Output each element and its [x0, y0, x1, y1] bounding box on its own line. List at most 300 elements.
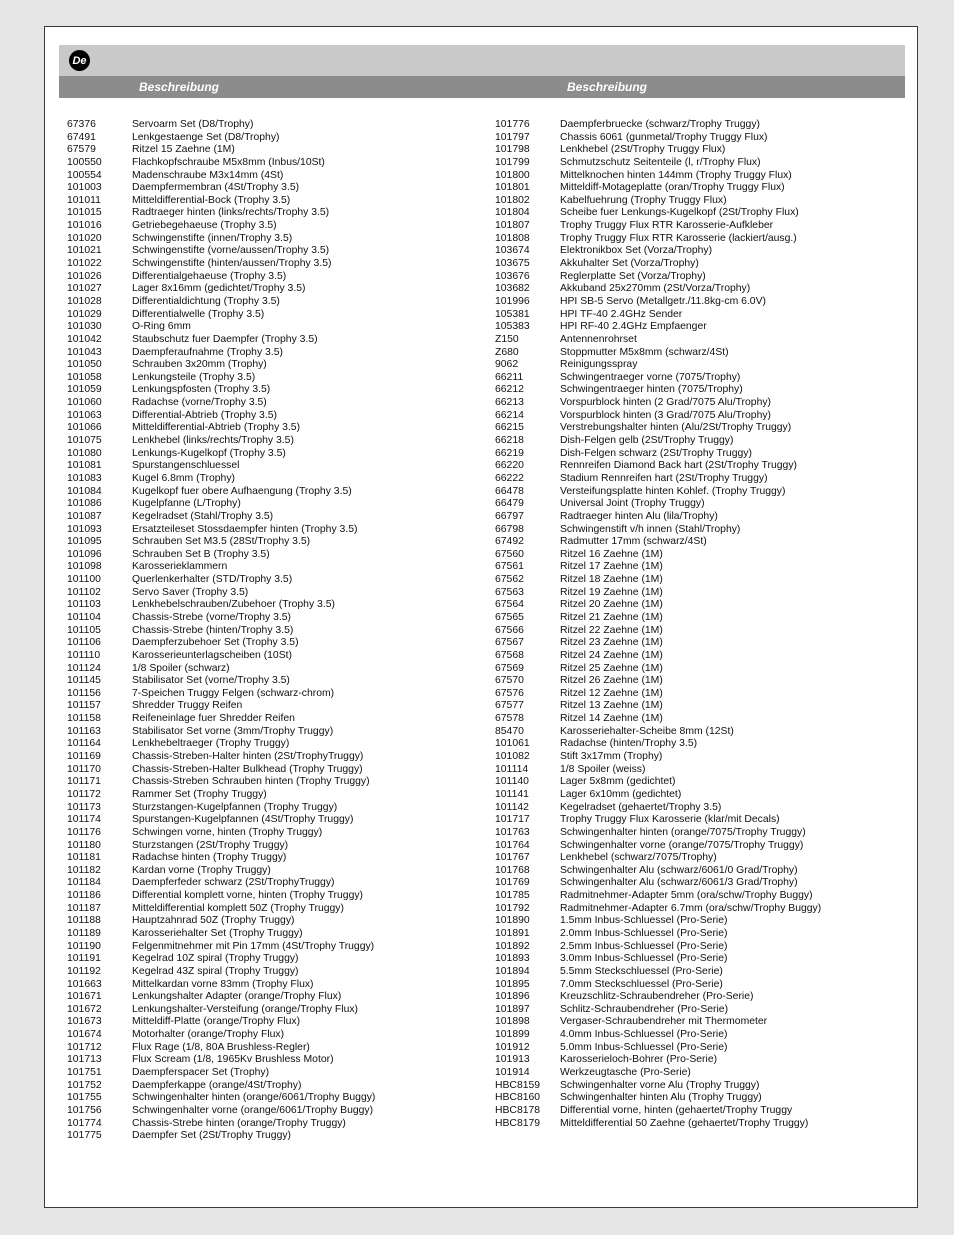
part-row	[67, 283, 375, 296]
part-row	[67, 688, 375, 701]
part-number: 67562	[495, 574, 524, 586]
part-description: 1.5mm Inbus-Schluessel (Pro-Serie)	[560, 915, 728, 927]
part-row	[67, 271, 375, 284]
part-description: Verstrebungshalter hinten (Alu/2St/Trophy Truggy)	[560, 422, 792, 434]
part-row	[495, 966, 821, 979]
part-description: Ritzel 26 Zaehne (1M)	[560, 675, 663, 687]
part-description: Scheibe fuer Lenkungs-Kugelkopf (2St/Trophy Flux)	[560, 207, 799, 219]
part-row	[67, 486, 375, 499]
part-number: 101016	[67, 220, 102, 232]
part-description: Shredder Truggy Reifen	[132, 700, 243, 712]
part-row	[495, 372, 821, 385]
part-row	[495, 979, 821, 992]
part-description: Reifeneinlage fuer Shredder Reifen	[132, 713, 295, 725]
language-badge: De	[69, 50, 90, 71]
part-description: Schwingenstifte (innen/Trophy 3.5)	[132, 232, 293, 244]
part-row	[67, 953, 375, 966]
part-description: Daempferkappe (orange/4St/Trophy)	[132, 1079, 302, 1091]
part-description: Lenkhebel (links/rechts/Trophy 3.5)	[132, 435, 294, 447]
part-description: Kegelradset (Stahl/Trophy 3.5)	[132, 510, 274, 522]
part-number: 101674	[67, 1029, 102, 1041]
part-description: HPI TF-40 2.4GHz Sender	[560, 308, 683, 320]
part-number: 101180	[67, 839, 101, 851]
part-row	[495, 587, 821, 600]
part-description: Reinigungsspray	[560, 359, 638, 371]
part-row	[67, 1130, 375, 1143]
part-description: Kabelfuehrung (Trophy Truggy Flux)	[560, 194, 727, 206]
part-row	[67, 1080, 375, 1093]
part-description: Ritzel 22 Zaehne (1M)	[560, 624, 663, 636]
part-description: 5.5mm Steckschluessel (Pro-Serie)	[560, 965, 723, 977]
part-row	[495, 473, 821, 486]
part-row	[495, 157, 821, 170]
part-number: 67492	[495, 536, 524, 548]
part-number: 101172	[67, 788, 101, 800]
part-number: 67568	[495, 649, 524, 661]
part-description: Daempferfeder schwarz (2St/TrophyTruggy)	[132, 877, 335, 889]
part-row	[495, 865, 821, 878]
part-number: 101776	[495, 119, 530, 130]
part-row	[495, 789, 821, 802]
part-row	[67, 1004, 375, 1017]
part-description: Schwingenstift v/h innen (Stahl/Trophy)	[560, 523, 741, 535]
part-number: 101086	[67, 498, 102, 510]
part-row	[67, 764, 375, 777]
part-description: Daempferspacer Set (Trophy)	[132, 1067, 270, 1079]
part-row	[495, 903, 821, 916]
part-number: 101082	[495, 751, 530, 763]
part-number: 101169	[67, 751, 101, 763]
part-description: Radachse hinten (Trophy Truggy)	[132, 852, 287, 864]
part-description: Felgenmitnehmer mit Pin 17mm (4St/Trophy Truggy)	[132, 940, 375, 952]
part-row	[495, 650, 821, 663]
part-description: Ritzel 14 Zaehne (1M)	[560, 713, 663, 725]
part-row	[67, 561, 375, 574]
part-number: 101912	[495, 1041, 530, 1053]
part-number: 67579	[67, 144, 96, 156]
part-number: 101785	[495, 890, 530, 902]
part-number: Z150	[495, 333, 519, 345]
part-description: Kugel 6.8mm (Trophy)	[132, 472, 235, 484]
part-number: 67565	[495, 611, 524, 623]
part-row	[67, 700, 375, 713]
part-row	[495, 258, 821, 271]
part-number: 66219	[495, 447, 524, 459]
part-number: 105381	[495, 308, 530, 320]
part-number: 101767	[495, 852, 530, 864]
part-description: Staubschutz fuer Daempfer (Trophy 3.5)	[132, 333, 318, 345]
part-number: 103682	[495, 283, 530, 295]
part-row	[495, 549, 821, 562]
part-number: 101058	[67, 371, 102, 383]
part-number: 101170	[67, 763, 101, 775]
part-number: 66479	[495, 498, 524, 510]
part-description: Stoppmutter M5x8mm (schwarz/4St)	[560, 346, 729, 358]
part-row	[495, 751, 821, 764]
part-row	[495, 953, 821, 966]
part-number: 101191	[67, 953, 101, 965]
part-row	[495, 460, 821, 473]
part-number: 66797	[495, 510, 524, 522]
part-number: 66222	[495, 472, 524, 484]
part-number: 101063	[67, 409, 102, 421]
part-description: Kugelpfanne (L/Trophy)	[132, 498, 241, 510]
part-row	[495, 524, 821, 537]
part-number: 101060	[67, 397, 102, 409]
part-number: 101030	[67, 321, 102, 333]
part-row	[495, 384, 821, 397]
part-description: Rennreifen Diamond Back hart (2St/Trophy Truggy)	[560, 460, 797, 472]
part-row	[67, 877, 375, 890]
part-number: 101899	[495, 1029, 530, 1041]
part-number: HBC8159	[495, 1079, 541, 1091]
part-description: Radachse (vorne/Trophy 3.5)	[132, 397, 267, 409]
left-parts-column	[67, 119, 375, 1143]
part-row	[67, 347, 375, 360]
part-number: 101164	[67, 738, 101, 750]
part-number: 101110	[67, 649, 101, 661]
part-row	[67, 384, 375, 397]
part-description: Lenkhebelschrauben/Zubehoer (Trophy 3.5)	[132, 599, 335, 611]
part-row	[67, 650, 375, 663]
part-number: Z680	[495, 346, 519, 358]
part-number: 101663	[67, 978, 102, 990]
part-number: 101084	[67, 485, 102, 497]
part-description: O-Ring 6mm	[132, 321, 191, 333]
part-description: Schrauben 3x20mm (Trophy)	[132, 359, 267, 371]
part-description: Differentialwelle (Trophy 3.5)	[132, 308, 265, 320]
part-number: 101176	[67, 826, 101, 838]
part-row	[495, 802, 821, 815]
part-number: 101671	[67, 991, 102, 1003]
part-row	[495, 814, 821, 827]
part-row	[495, 486, 821, 499]
part-number: 103674	[495, 245, 530, 257]
part-row	[495, 1042, 821, 1055]
part-number: 101804	[495, 207, 530, 219]
part-row	[495, 144, 821, 157]
part-description: 7-Speichen Truggy Felgen (schwarz-chrom)	[132, 687, 335, 699]
part-number: 101021	[67, 245, 102, 257]
part-description: Ritzel 23 Zaehne (1M)	[560, 637, 663, 649]
part-number: 101003	[67, 182, 102, 194]
part-number: 101171	[67, 776, 101, 788]
part-number: 101075	[67, 435, 102, 447]
part-description: Schwingenhalter vorne Alu (Trophy Truggy)	[560, 1079, 760, 1091]
part-description: Schwingen vorne, hinten (Trophy Truggy)	[132, 826, 323, 838]
part-number: 101042	[67, 333, 102, 345]
part-description: Ersatzteileset Stossdaempfer hinten (Trophy 3.5)	[132, 523, 358, 535]
part-row	[67, 776, 375, 789]
part-description: Lenkungshalter Adapter (orange/Trophy Flux)	[132, 991, 342, 1003]
part-number: 101890	[495, 915, 530, 927]
part-description: Lager 8x16mm (gedichtet/Trophy 3.5)	[132, 283, 306, 295]
part-number: 101096	[67, 548, 102, 560]
part-number: 101763	[495, 826, 530, 838]
part-row	[495, 840, 821, 853]
part-row	[495, 435, 821, 448]
part-number: 101755	[67, 1092, 102, 1104]
part-row	[495, 1016, 821, 1029]
part-number: 67570	[495, 675, 524, 687]
part-row	[495, 498, 821, 511]
part-description: Schwingentraeger vorne (7075/Trophy)	[560, 371, 741, 383]
part-number: 67376	[67, 119, 96, 130]
part-description: Kardan vorne (Trophy Truggy)	[132, 864, 271, 876]
part-row	[67, 195, 375, 208]
part-description: Mitteldiff-Platte (orange/Trophy Flux)	[132, 1016, 301, 1028]
part-row	[67, 574, 375, 587]
part-description: Servoarm Set (D8/Trophy)	[132, 119, 254, 130]
part-number: 101895	[495, 978, 530, 990]
part-number: 101174	[67, 814, 101, 826]
part-number: 101996	[495, 295, 530, 307]
part-row	[67, 726, 375, 739]
part-description: Schwingenhalter vorne (orange/6061/Trophy Buggy)	[132, 1104, 374, 1116]
part-row	[67, 410, 375, 423]
part-row	[495, 1029, 821, 1042]
part-number: 101114	[495, 763, 529, 775]
part-number: 66218	[495, 435, 524, 447]
part-number: 101713	[67, 1054, 102, 1066]
part-row	[495, 334, 821, 347]
part-description: Daempferzubehoer Set (Trophy 3.5)	[132, 637, 299, 649]
part-number: 101798	[495, 144, 530, 156]
part-row	[67, 258, 375, 271]
part-number: 101102	[67, 586, 101, 598]
part-number: 101157	[67, 700, 101, 712]
part-row	[495, 170, 821, 183]
part-description: Lager 5x8mm (gedichtet)	[560, 776, 676, 788]
part-number: 101756	[67, 1104, 102, 1116]
part-description: Differentialdichtung (Trophy 3.5)	[132, 295, 280, 307]
part-description: Ritzel 21 Zaehne (1M)	[560, 611, 663, 623]
part-row	[67, 675, 375, 688]
part-row	[67, 245, 375, 258]
part-row	[495, 561, 821, 574]
part-description: Lenkungshalter-Versteifung (orange/Trophy Flux)	[132, 1003, 359, 1015]
part-description: Sturzstangen-Kugelpfannen (Trophy Truggy)	[132, 801, 338, 813]
part-row	[67, 663, 375, 676]
part-description: Querlenkerhalter (STD/Trophy 3.5)	[132, 574, 293, 586]
part-row	[495, 422, 821, 435]
part-description: Karosseriehalter Set (Trophy Truggy)	[132, 928, 303, 939]
part-number: 101774	[67, 1117, 102, 1129]
part-description: Mittelkardan vorne 83mm (Trophy Flux)	[132, 978, 314, 990]
part-row	[67, 511, 375, 524]
part-description: Chassis-Strebe (vorne/Trophy 3.5)	[132, 611, 291, 623]
part-description: Stift 3x17mm (Trophy)	[560, 751, 663, 763]
part-description: Flachkopfschraube M5x8mm (Inbus/10St)	[132, 156, 325, 168]
part-row	[495, 726, 821, 739]
part-number: 101103	[67, 599, 101, 611]
part-row	[495, 991, 821, 1004]
part-number: 101028	[67, 295, 102, 307]
part-description: Getriebegehaeuse (Trophy 3.5)	[132, 220, 277, 232]
part-description: Ritzel 16 Zaehne (1M)	[560, 548, 663, 560]
part-description: Ritzel 25 Zaehne (1M)	[560, 662, 663, 674]
part-row	[67, 751, 375, 764]
part-number: 101080	[67, 447, 102, 459]
part-description: Radmitnehmer-Adapter 5mm (ora/schw/Trophy Buggy)	[560, 890, 813, 902]
part-description: Karosseriehalter-Scheibe 8mm (12St)	[560, 725, 734, 737]
part-row	[67, 827, 375, 840]
part-number: 66478	[495, 485, 524, 497]
part-number: 101050	[67, 359, 102, 371]
part-number: 66215	[495, 422, 524, 434]
part-description: Mitteldifferential-Abtrieb (Trophy 3.5)	[132, 422, 301, 434]
part-number: 101896	[495, 991, 530, 1003]
part-description: Mitteldifferential 50 Zaehne (gehaertet/Trophy Truggy)	[560, 1117, 809, 1129]
part-row	[495, 738, 821, 751]
part-description: Mittelknochen hinten 144mm (Trophy Truggy Flux)	[560, 169, 792, 181]
part-number: 101027	[67, 283, 102, 295]
part-number: 101769	[495, 877, 530, 889]
part-description: Trophy Truggy Flux RTR Karosserie-Aufkleber	[560, 220, 774, 232]
part-number: 101797	[495, 131, 530, 143]
part-description: Universal Joint (Trophy Truggy)	[560, 498, 705, 510]
part-description: Ritzel 15 Zaehne (1M)	[132, 144, 235, 156]
part-row	[67, 182, 375, 195]
part-number: 101808	[495, 232, 530, 244]
part-number: 101087	[67, 510, 102, 522]
parts-list-page	[44, 26, 918, 1208]
part-number: 101029	[67, 308, 102, 320]
part-number: 101124	[67, 662, 101, 674]
right-column-header: Beschreibung	[567, 80, 648, 94]
part-number: 101186	[67, 890, 101, 902]
part-row	[67, 422, 375, 435]
part-description: Kegelrad 10Z spiral (Trophy Truggy)	[132, 953, 299, 965]
part-row	[495, 1105, 821, 1118]
part-row	[67, 865, 375, 878]
part-row	[67, 157, 375, 170]
part-number: 101043	[67, 346, 102, 358]
part-row	[67, 460, 375, 473]
part-row	[67, 713, 375, 726]
part-description: Lenkhebel (schwarz/7075/Trophy)	[560, 852, 717, 864]
part-number: 101187	[67, 902, 101, 914]
part-description: Chassis-Streben-Halter Bulkhead (Trophy Truggy)	[132, 763, 363, 775]
part-row	[67, 359, 375, 372]
right-parts-column	[495, 119, 821, 1130]
part-number: HBC8160	[495, 1092, 541, 1104]
part-number: 100550	[67, 156, 102, 168]
part-description: Stabilisator Set vorne (3mm/Trophy Truggy)	[132, 725, 334, 737]
part-row	[67, 1042, 375, 1055]
part-row	[495, 536, 821, 549]
part-row	[495, 182, 821, 195]
part-row	[67, 321, 375, 334]
part-number: 85470	[495, 725, 524, 737]
part-description: Differential vorne, hinten (gehaertet/Trophy Truggy	[560, 1104, 793, 1116]
part-row	[495, 271, 821, 284]
part-description: Sturzstangen (2St/Trophy Truggy)	[132, 839, 289, 851]
part-row	[495, 283, 821, 296]
part-row	[67, 1105, 375, 1118]
part-description: Radachse (hinten/Trophy 3.5)	[560, 738, 698, 750]
part-number: 101100	[67, 574, 101, 586]
part-row	[67, 397, 375, 410]
column-header-bar	[59, 76, 905, 98]
part-description: Kegelrad 43Z spiral (Trophy Truggy)	[132, 965, 299, 977]
part-description: Schwingenhalter hinten (orange/6061/Trophy Buggy)	[132, 1092, 376, 1104]
part-description: Lenkungs-Kugelkopf (Trophy 3.5)	[132, 447, 286, 459]
part-number: 101020	[67, 232, 102, 244]
part-row	[67, 802, 375, 815]
part-description: Servo Saver (Trophy 3.5)	[132, 586, 249, 598]
part-description: Vorspurblock hinten (3 Grad/7075 Alu/Trophy)	[560, 409, 772, 421]
part-description: Schwingenstifte (vorne/aussen/Trophy 3.5)	[132, 245, 330, 257]
part-number: 100554	[67, 169, 102, 181]
part-description: Daempferbruecke (schwarz/Trophy Truggy)	[560, 119, 760, 130]
part-row	[495, 359, 821, 372]
part-description: Schwingenhalter hinten (orange/7075/Trophy Truggy)	[560, 826, 806, 838]
part-number: 103676	[495, 270, 530, 282]
part-number: 67560	[495, 548, 524, 560]
part-description: Lenkungspfosten (Trophy 3.5)	[132, 384, 271, 396]
part-description: Chassis 6061 (gunmetal/Trophy Truggy Flux)	[560, 131, 768, 143]
part-number: 101156	[67, 687, 101, 699]
part-row	[67, 372, 375, 385]
part-row	[495, 877, 821, 890]
part-row	[495, 296, 821, 309]
part-row	[495, 776, 821, 789]
part-description: Mitteldifferential komplett 50Z (Trophy Truggy)	[132, 902, 344, 914]
part-row	[67, 309, 375, 322]
part-row	[67, 473, 375, 486]
part-row	[67, 233, 375, 246]
part-row	[495, 220, 821, 233]
part-row	[495, 663, 821, 676]
part-number: 101764	[495, 839, 530, 851]
part-description: Lenkhebeltraeger (Trophy Truggy)	[132, 738, 290, 750]
part-row	[67, 220, 375, 233]
part-number: 101792	[495, 902, 530, 914]
part-row	[67, 1067, 375, 1080]
part-number: 101897	[495, 1003, 530, 1015]
part-row	[495, 764, 821, 777]
part-description: Flux Scream (1/8, 1965Kv Brushless Motor)	[132, 1054, 334, 1066]
part-description: Schrauben Set B (Trophy 3.5)	[132, 548, 270, 560]
part-number: 101142	[495, 801, 529, 813]
part-number: 66213	[495, 397, 524, 409]
part-row	[495, 448, 821, 461]
part-row	[495, 827, 821, 840]
part-number: 101894	[495, 965, 530, 977]
part-row	[495, 852, 821, 865]
part-number: 101891	[495, 928, 530, 939]
part-row	[67, 625, 375, 638]
part-description: Dish-Felgen schwarz (2St/Trophy Truggy)	[560, 447, 752, 459]
part-row	[67, 524, 375, 537]
part-row	[67, 599, 375, 612]
part-number: 67491	[67, 131, 96, 143]
part-row	[67, 1016, 375, 1029]
part-description: Schwingenhalter Alu (schwarz/6061/3 Grad/Trophy)	[560, 877, 798, 889]
part-description: Rammer Set (Trophy Truggy)	[132, 788, 267, 800]
part-description: Elektronikbox Set (Vorza/Trophy)	[560, 245, 713, 257]
part-row	[495, 1080, 821, 1093]
part-row	[67, 966, 375, 979]
part-number: 101673	[67, 1016, 102, 1028]
part-description: Radmitnehmer-Adapter 6.7mm (ora/schw/Trophy Buggy)	[560, 902, 822, 914]
part-row	[67, 979, 375, 992]
left-column-header: Beschreibung	[139, 80, 220, 94]
part-description: Schwingentraeger hinten (7075/Trophy)	[560, 384, 743, 396]
part-description: Schrauben Set M3.5 (28St/Trophy 3.5)	[132, 536, 311, 548]
part-description: Lager 6x10mm (gedichtet)	[560, 788, 682, 800]
